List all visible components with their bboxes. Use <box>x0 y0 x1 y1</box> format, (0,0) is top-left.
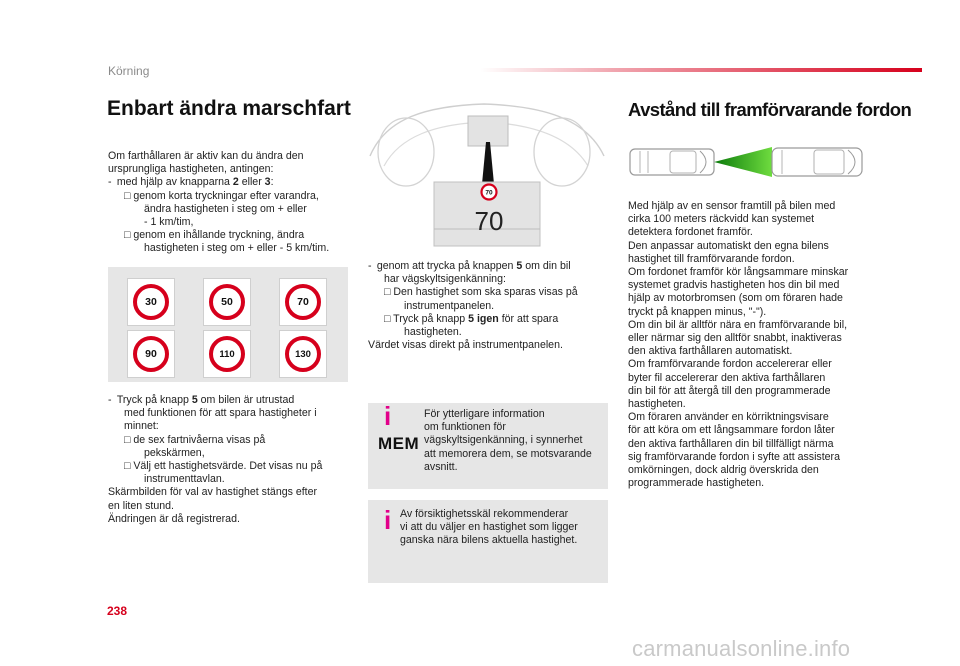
bullet-knapp5: - genom att trycka på knappen 5 om din bil <box>368 260 571 272</box>
subbullet-fartnivaer: □ de sex fartnivåerna visas på <box>124 433 266 446</box>
subbullet-korta: □ genom korta tryckningar efter varandra, <box>124 189 319 202</box>
section-label: Körning <box>108 64 150 78</box>
watermark: carmanualsonline.info <box>632 636 851 661</box>
text-line: hastighet till framförvarande fordon. <box>628 252 795 265</box>
text-line: Med hjälp av en sensor framtill på bilen med <box>628 200 836 212</box>
closing-line: Skärmbilden för val av hastighet stängs efter <box>108 486 318 499</box>
avstand-text <box>628 200 878 490</box>
subbullet-hastighet: □ Den hastighet som ska sparas visas på <box>384 286 578 299</box>
section-title-marschfart: Enbart ändra marschfart <box>107 97 351 120</box>
subbullet-line: hastigheten i steg om + eller - 5 km/tim. <box>144 242 330 255</box>
text-line: hjälp av motorbromsen (som om föraren hade <box>628 292 843 305</box>
text-line: Om fordonet framför kör långsammare minskar <box>628 266 849 279</box>
page-number: 238 <box>107 604 128 618</box>
text-line: tryckt på knappen minus, "-"). <box>628 305 767 318</box>
subbullet-line: hastigheten. <box>404 326 462 339</box>
text-line: Om framförvarande fordon accelererar eller <box>628 358 832 371</box>
text-line: Om din bil är alltför nära en framförvarande bil, <box>628 318 848 331</box>
speed-option-70[interactable] <box>279 278 327 326</box>
text-line: sig framförvarande fordon i syfte att assistera <box>628 450 840 463</box>
speed-option-50[interactable] <box>203 278 251 326</box>
section-title-avstand: Avstånd till framförvarande fordon <box>628 99 912 120</box>
speed-sign-icon: 90 <box>133 336 169 372</box>
radar-beam <box>714 147 772 177</box>
instrument-panel-illustration <box>366 96 608 261</box>
own-car-icon <box>630 149 714 175</box>
text-line: systemet gradvis hastigheten hos din bil med <box>628 279 840 292</box>
closing-line: Värdet visas direkt på instrumentpanelen. <box>368 339 563 352</box>
middle-text <box>368 260 608 352</box>
subbullet-line: ändra hastigheten i steg om + eller <box>144 202 307 215</box>
closing-line: en liten stund. <box>108 499 174 512</box>
bullet-knappar: - med hjälp av knapparna 2 eller 3: <box>108 176 274 189</box>
text-line: byter fil accelererar den aktiva farthållaren <box>628 371 826 384</box>
info-line: att memorera dem, se motsvarande <box>424 447 592 460</box>
speed-option-30[interactable] <box>127 278 175 326</box>
info-line: vi att du väljer en hastighet som ligger <box>400 521 578 534</box>
subbullet-line: instrumenttavlan. <box>144 473 225 486</box>
subbullet-valj: □ Välj ett hastighetsvärde. Det visas nu på <box>124 460 323 473</box>
text-line: cirka 100 meters räckvidd kan systemet <box>628 213 815 226</box>
subbullet-ihallande: □ genom en ihållande tryckning, ändra <box>124 229 305 242</box>
subbullet-tryck-igen: □ Tryck på knapp 5 igen för att spara <box>384 312 559 325</box>
speed-sign-icon: 110 <box>209 336 245 372</box>
bullet-line: med funktionen för att spara hastigheter i <box>124 407 317 420</box>
vehicle-ahead-icon <box>772 148 862 176</box>
subbullet-line: - 1 km/tim, <box>144 216 194 229</box>
speed-sign-icon: 130 <box>285 336 321 372</box>
info-line: För ytterligare information <box>424 408 545 420</box>
info-line: ganska nära bilens aktuella hastighet. <box>400 534 578 547</box>
text-line: detektera fordonet framför. <box>628 226 753 239</box>
info-icon: i <box>384 505 392 535</box>
text-line: hastigheten. <box>628 398 686 411</box>
bullet-line: minnet: <box>124 420 159 433</box>
intro-line: ursprungliga hastigheten, antingen: <box>108 163 274 176</box>
tryck-text <box>108 394 358 526</box>
text-line: den aktiva farthållaren automatiskt. <box>628 345 793 358</box>
speed-option-110[interactable] <box>203 330 251 378</box>
info-box-safety <box>368 500 608 583</box>
mem-icon: MEM <box>378 434 420 453</box>
subbullet-line: instrumentpanelen. <box>404 299 495 312</box>
text-line: eller närmar sig den alltför snabbt, inaktiveras <box>628 332 842 345</box>
intro-line: Om farthållaren är aktiv kan du ändra den <box>108 150 304 162</box>
header-rule <box>480 68 922 72</box>
speed-sign-panel <box>108 267 348 382</box>
text-line: den aktiva farthållaren din bil tillfälligt närma <box>628 437 834 450</box>
speed-sign-icon: 30 <box>133 284 169 320</box>
speed-sign-icon: 50 <box>209 284 245 320</box>
closing-line: Ändringen är då registrerad. <box>108 512 240 525</box>
subbullet-line: pekskärmen, <box>144 446 205 459</box>
speed-sign-icon: 70 <box>285 284 321 320</box>
bullet-tryck: - Tryck på knapp 5 om bilen är utrustad <box>108 394 295 406</box>
text-line: Om föraren använder en körriktningsvisare <box>628 411 829 424</box>
info-icon: i <box>384 401 392 431</box>
speed-option-130[interactable] <box>279 330 327 378</box>
info-line: om funktionen för <box>424 421 506 434</box>
radar-distance-illustration <box>626 142 866 182</box>
display-sign-value: 70 <box>485 189 493 197</box>
info-line: avsnitt. <box>424 460 458 473</box>
info-line: vägskyltsigenkänning, i synnerhet <box>424 434 583 447</box>
intro-text <box>108 150 358 256</box>
display-speed-value: 70 <box>474 206 504 236</box>
text-line: din bil för att återgå till den programmerade <box>628 384 831 397</box>
text-line: programmerade hastigheten. <box>628 477 765 490</box>
bullet-line: har vägskyltsigenkänning: <box>384 273 506 286</box>
text-line: för att köra om ett långsammare fordon låter <box>628 424 835 437</box>
speed-option-90[interactable] <box>127 330 175 378</box>
text-line: Den anpassar automatiskt den egna bilens <box>628 239 829 252</box>
info-line: Av försiktighetsskäl rekommenderar <box>400 508 569 520</box>
text-line: omkörningen, dock aldrig överskrida den <box>628 464 819 477</box>
info-box-mem <box>368 403 608 489</box>
